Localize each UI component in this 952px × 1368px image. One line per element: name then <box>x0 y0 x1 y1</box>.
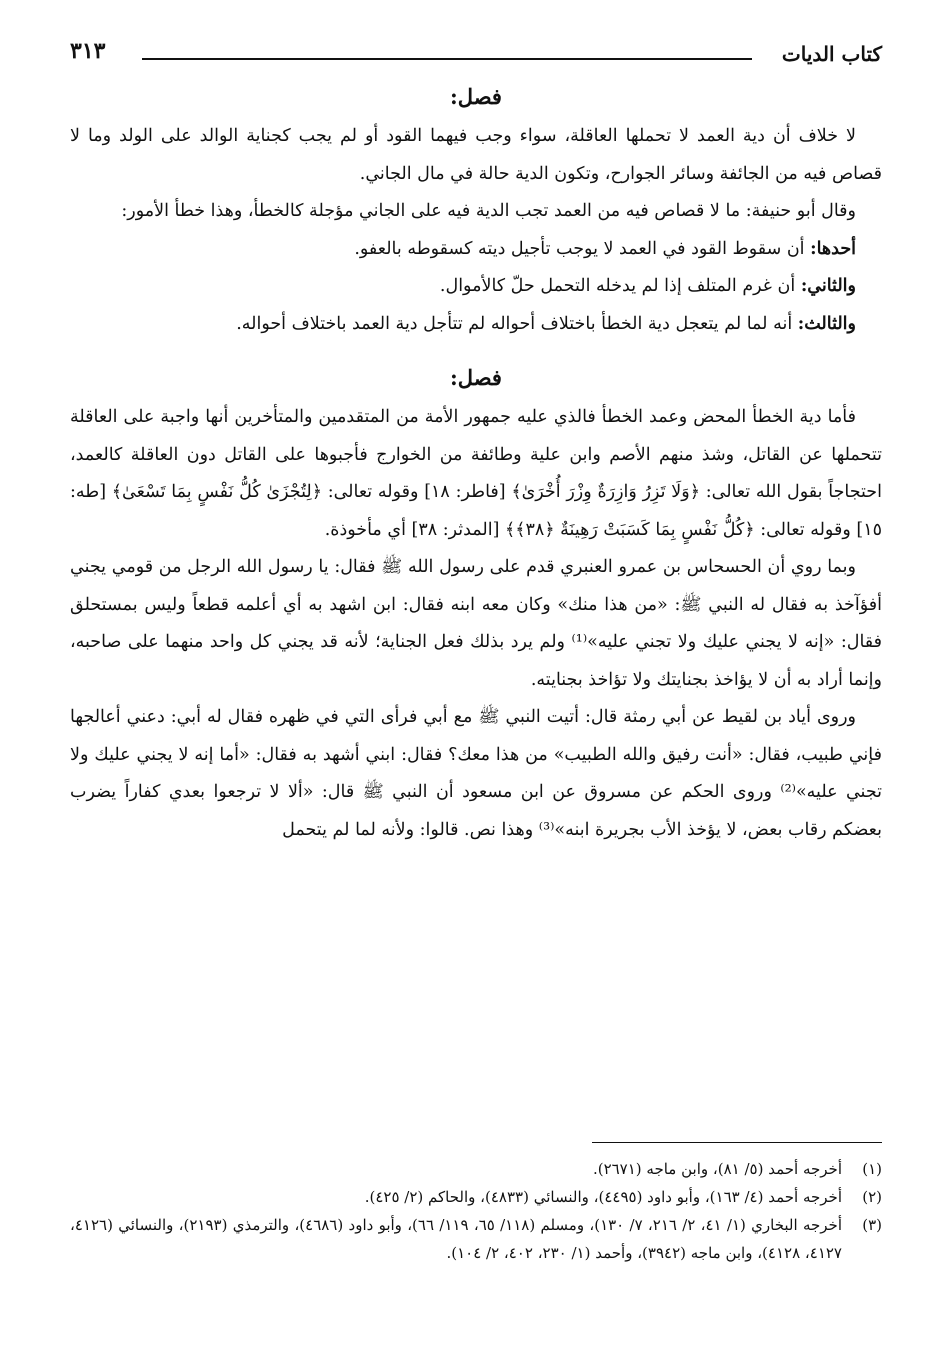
running-title: كتاب الديات <box>781 42 882 66</box>
header-rule <box>142 58 752 60</box>
footnote <box>70 1183 882 1211</box>
enum-label: أحدها: <box>810 238 856 259</box>
page-number: ٣١٣ <box>70 38 106 64</box>
section-title: فصل: <box>450 84 502 109</box>
enum-text: أنه لما لم يتعجل دية الخطأ باختلاف أحواله لم تتأجل دية العمد باختلاف أحواله. <box>236 313 798 334</box>
paragraph: وقال أبو حنيفة: ما لا قصاص فيه من العمد تجب الدية فيه على الجاني مؤجلة كالخطأ، وهذا خطأ الأمور: <box>121 201 856 221</box>
footnote-text: أخرجه أحمد (٥/ ٨١)، وابن ماجه (٢٦٧١). <box>592 1160 842 1178</box>
footnote-text: أخرجه البخاري (١/ ٤١، ٢/ ٢١٦، ٧/ ١٣٠)، ومسلم (١١٨/ ٦٥، ١١٩/ ٦٦)، وأبو داود (٤٦٨٦)، والترمذي (٢١٩٣)، والنسائي (٤١٢٦، ٤١٢٧، ٤١٢٨)، وابن ماجه (٣٩٤٢)، وأحمد (١/ ٢٣٠، ٤٠٢، ٢/ ١٠٤). <box>70 1216 842 1262</box>
page-header <box>70 30 882 76</box>
enum-label: والثاني: <box>800 276 856 296</box>
section-title: فصل: <box>450 365 502 390</box>
book-page <box>70 30 882 1328</box>
enum-text: أن سقوط القود في العمد لا يوجب تأجيل ديته كسقوطه بالعفو. <box>354 238 811 259</box>
footnote <box>70 1211 882 1267</box>
footnotes <box>70 1142 882 1267</box>
paragraph: وبما روي أن الحسحاس بن عمرو العنبري قدم على رسول الله ﷺ فقال: يا رسول الله الرجل من قومي يجني أفؤآخذ به فقال له النبي ﷺ: «من هذا منك» وكان معه ابنه فقال: ابن اشهد به أي أعلمه قطعاً وليس بمستحلق فقال: «إنه لا يجني عليك ولا تجني عليه»⁽¹⁾ ولم يرد بذلك فعل الجناية؛ لأنه قد يجني كل واحد منهما على صاحبه، وإنما أراد به أن لا يؤاخذ بجنايتك ولا تؤاخذ بجنايته. <box>70 557 882 690</box>
enumerated-point <box>70 268 882 306</box>
enum-text: أن غرم المتلف إذا لم يدخله التحمل حلّ كالأموال. <box>439 276 801 296</box>
enumerated-point <box>70 231 882 269</box>
paragraph: لا خلاف أن دية العمد لا تحملها العاقلة، سواء وجب فيهما القود أو لم يجب كجناية الوالد على الولد وما لا قصاص فيه من الجائفة وسائر الجوارح، وتكون الدية حالة في مال الجاني. <box>70 126 882 184</box>
paragraph: فأما دية الخطأ المحض وعمد الخطأ فالذي عليه جمهور الأمة من المتقدمين والمتأخرين أنها واجبة على العاقلة تتحملها عن القاتل، وشذ منهم الأصم وابن علية وطائفة من الخوارج فأجبوها على القاتل دون العاقلة كالعمد، احتجاجاً بقول الله تعالى: ﴿وَلَا تَزِرُ وَازِرَةٌ وِزْرَ أُخْرَىٰ﴾ [فاطر: ١٨] وقوله تعالى: ﴿لِتُجْزَىٰ كُلُّ نَفْسٍ بِمَا تَسْعَىٰ﴾ [طه: ١٥] وقوله تعالى: ﴿كُلُّ نَفْسٍ بِمَا كَسَبَتْ رَهِينَةٌ ﴿٣٨﴾﴾ [المدثر: ٣٨] أي مأخوذة. <box>70 407 882 540</box>
footnote-text: أخرجه أحمد (٤/ ١٦٣)، وأبو داود (٤٤٩٥)، والنسائي (٤٨٣٣)، والحاكم (٢/ ٤٢٥). <box>364 1188 842 1206</box>
footnote-number: (١) <box>862 1160 882 1178</box>
footnote-rule <box>592 1142 882 1143</box>
footnote-number: (٢) <box>862 1188 882 1206</box>
enumerated-point <box>70 306 882 344</box>
enum-label: والثالث: <box>797 313 856 334</box>
paragraph: وروى أياد بن لقيط عن أبي رمثة قال: أتيت النبي ﷺ مع أبي فرأى التي في ظهره فقال له أبي: دعني أعالجها فإني طبيب، فقال: «أنت رفيق والله الطبيب» من هذا معك؟ فقال: ابني أشهد به فقال: «أما إنه لا يجني عليك ولا تجني عليه»⁽²⁾ وروى الحكم عن مسروق عن ابن مسعود أن النبي ﷺ قال: «ألا لا ترجعوا بعدي كفاراً يضرب بعضكم رقاب بعض، لا يؤخذ الأب بجريرة ابنه»⁽³⁾ وهذا نص. قالوا: ولأنه لما لم يتحمل <box>70 707 883 840</box>
footnote <box>70 1155 882 1183</box>
footnote-number: (٣) <box>862 1216 882 1234</box>
